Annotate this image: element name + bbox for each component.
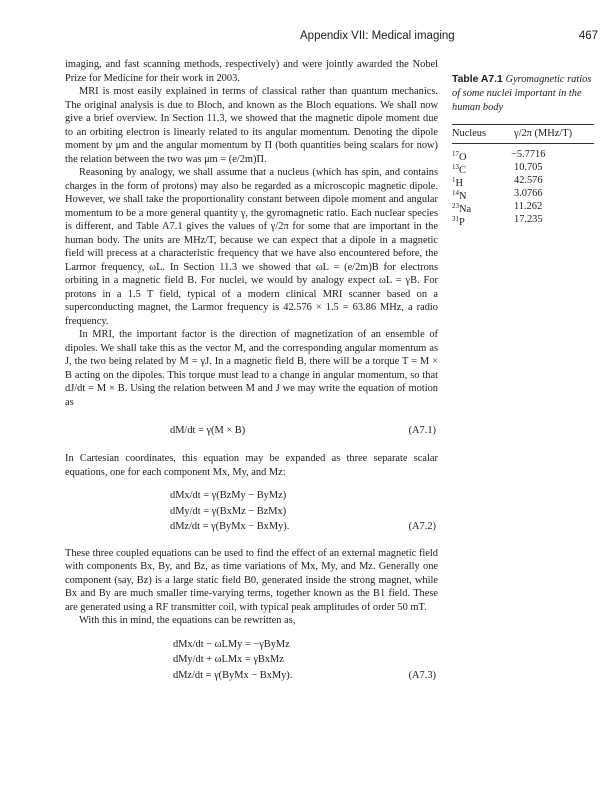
paragraph-rewritten: With this in mind, the equations can be rewritten as, [79, 615, 296, 626]
table-label: Table A7.1 [452, 74, 503, 85]
equation-line [65, 488, 438, 504]
nucleus-cell: $^{23}$Na [452, 202, 472, 215]
equation-line [65, 637, 438, 653]
table-row [452, 200, 594, 213]
equation-expression: dMy/dt + ωLMx = γBxMz [173, 654, 284, 665]
paragraph-continued: imaging, and fast scanning methods, respectively) and were jointly awarded the Nobel Prize for Medicine for their work in 2003. [65, 59, 438, 84]
paragraph-coupled-equations: These three coupled equations can be used to find the effect of an external magnetic field with components Bx, By, and Bz, as time variations of Mx, My, and Mz. Generally one component (say, Bz) is a large static field B0, generated inside the strong magnet, while Bx and By are much smaller time-varying terms, together known as the B1 field. These are generated using a RF transmitter coil, with typical peak amplitudes of order 50 mT. [65, 547, 438, 613]
equation-line [65, 504, 438, 520]
table-header-rule [452, 143, 594, 144]
nucleus-cell: $^{31}$P [452, 215, 465, 228]
table-row [452, 174, 594, 187]
ratio-cell: 11.262 [514, 201, 543, 212]
equation-line [65, 652, 438, 668]
main-text-column [65, 58, 438, 683]
table-a7-1 [452, 73, 594, 226]
paragraph-cartesian: In Cartesian coordinates, this equation may be expanded as three separate scalar equations, one for each component Mx, My, and Mz: [65, 453, 438, 478]
paragraph-magnetization: In MRI, the important factor is the direction of magnetization of an ensemble of dipoles. We shall take this as the vector M, and the corresponding angular momentum as J, the two being related by M = γJ. In a magnetic field B, there will be a torque T = M × B acting on the dipoles. This torque must lead to a change in angular momentum, so that dJ/dt = M × B. Using the relation between M and J we may write the equation of motion as [65, 329, 438, 408]
equation-a7-1 [65, 423, 438, 438]
equation-number: (A7.2) [408, 521, 436, 532]
ratio-cell: 42.576 [514, 175, 543, 186]
nucleus-cell: $^{14}$N [452, 189, 467, 202]
ratio-cell: 17.235 [514, 214, 543, 225]
running-header [0, 30, 615, 46]
column-header-nucleus: Nucleus [452, 128, 487, 139]
table-row [452, 161, 594, 174]
table-row [452, 213, 594, 226]
nucleus-cell: $^{13}$C [452, 163, 466, 176]
equation-expression: dM/dt = γ(M × B) [170, 425, 246, 436]
ratio-cell: 3.0766 [514, 188, 543, 199]
nucleus-cell: $^1$H [452, 176, 464, 189]
ratio-cell: −5.7716 [511, 149, 546, 160]
table-caption-text: Gyromagnetic ratios of some nuclei important in the human body [452, 74, 592, 113]
table-row [452, 148, 594, 161]
equation-line [65, 519, 438, 535]
equation-expression: dMx/dt − ωLMy = −γByMz [173, 638, 290, 650]
header-title: Appendix VII: Medical imaging [300, 30, 455, 42]
ratio-cell: 10.705 [514, 162, 543, 173]
nucleus-cell: $^{17}$O [452, 150, 467, 163]
column-header-ratio: γ/2π (MHz/T) [514, 128, 573, 139]
paragraph-gyromagnetic: Reasoning by analogy, we shall assume that a nucleus (which has spin, and contains charges in the form of protons) may also be regarded as a microscopic magnetic dipole. However, we shall take the proportionality constant between dipole moment and angular momentum to be a more general quantity γ, the gyromagnetic ratio. Each nuclear species is different, and Table A7.1 gives the values of γ/2π for some that are important in the human body. The units are MHz/T, because we can expect that a dipole in a magnetic field will precess at a characteristic frequency that we have also encountered before, the Larmor frequency, ωL. In Section 11.3 we showed that ωL = (e/2m)B for electrons orbiting in a magnetic field B. For nuclei, we would by analogy expect ωL = γB. For protons in a 1.5 T field, typical of a modern clinical MRI scanner based on a superconducting magnet, the Larmor frequency is 42.576 × 1.5 = 63.86 MHz, a radio frequency. [65, 167, 438, 327]
equation-expression: dMz/dt = γ(ByMx − BxMy). [170, 521, 290, 532]
equation-number: (A7.1) [408, 425, 436, 436]
equation-group-a7-2 [65, 488, 438, 535]
table-header-row [452, 125, 594, 143]
equation-number: (A7.3) [408, 669, 436, 681]
equation-expression: dMz/dt = γ(ByMx − BxMy). [173, 669, 293, 681]
equation-expression: dMy/dt = γ(BxMz − BzMx) [170, 505, 287, 517]
table-caption [452, 73, 594, 115]
page-number: 467 [578, 30, 598, 42]
equation-group-a7-3 [65, 637, 438, 684]
paragraph-mri-classical: MRI is most easily explained in terms of classical rather than quantum mechanics. The original analysis is due to Bloch, and known as the Bloch equations. We shall now give a brief overview. In Section 11.3, we showed that the magnetic dipole moment due to an orbiting electron is linearly related to its angular momentum. Denoting the dipole moment by μm and the angular momentum by Π (both quantities being scalars for now) the relation between the two was μm = (e/2m)Π. [65, 86, 438, 165]
equation-expression: dMx/dt = γ(BzMy − ByMz) [170, 490, 287, 501]
equation-line [65, 668, 438, 684]
table-row [452, 187, 594, 200]
